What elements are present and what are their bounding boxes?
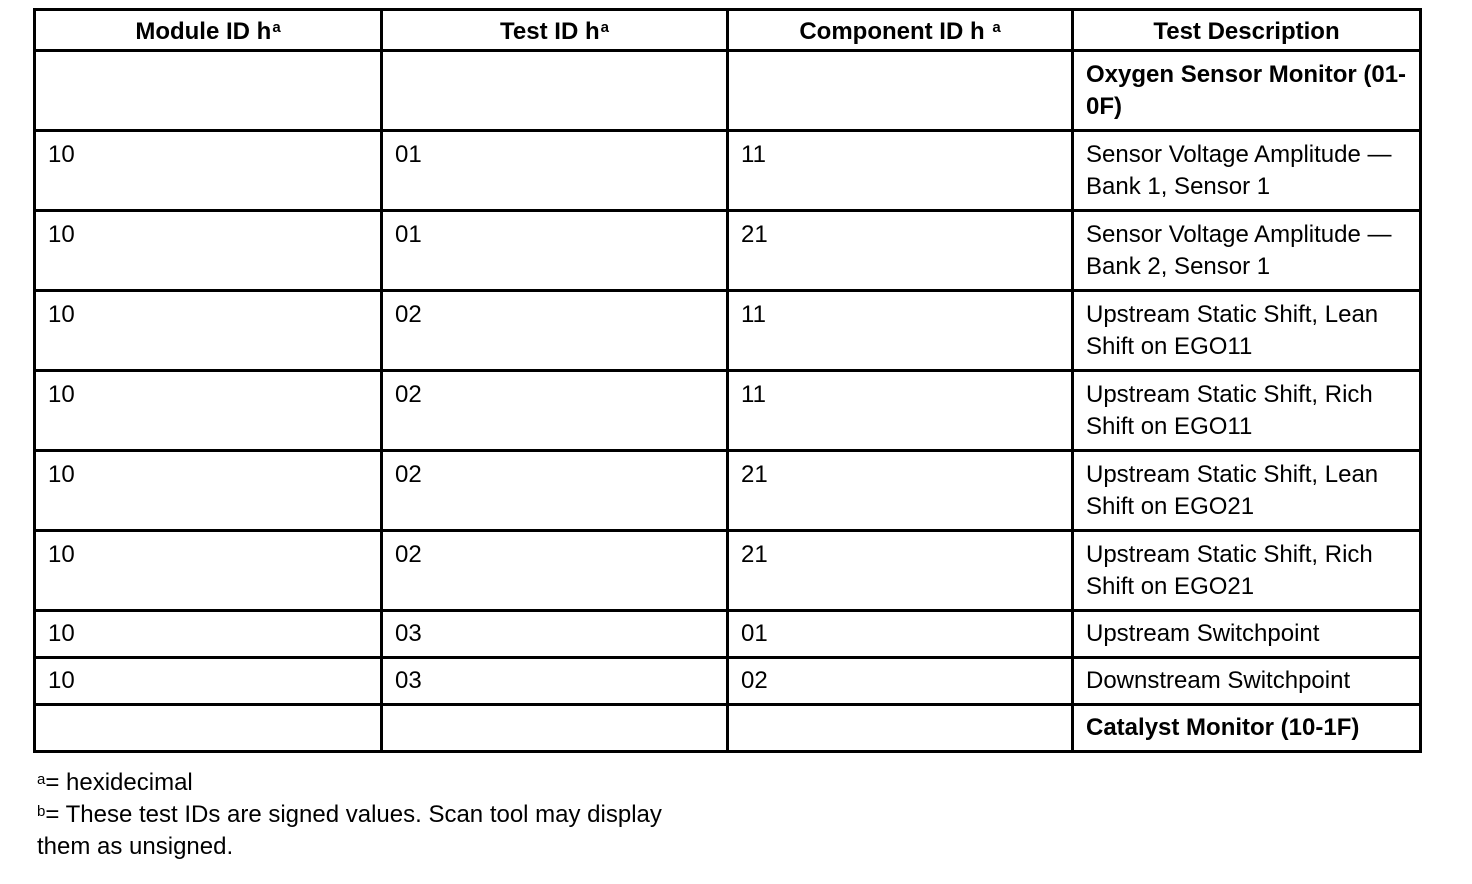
cell-module-id xyxy=(35,705,382,752)
cell-test-id: 02 xyxy=(382,531,728,611)
table-row-section-oxygen xyxy=(35,51,1421,131)
cell-component-id: 11 xyxy=(728,291,1073,371)
cell-test-id: 03 xyxy=(382,611,728,658)
header-component-id-label: Component ID h xyxy=(799,18,992,45)
cell-component-id: 02 xyxy=(728,658,1073,705)
header-module-id xyxy=(35,10,382,51)
cell-test-id: 02 xyxy=(382,451,728,531)
header-component-id xyxy=(728,10,1073,51)
table-row xyxy=(35,211,1421,291)
cell-test-id: 03 xyxy=(382,658,728,705)
header-module-id-footnote-mark: a xyxy=(272,19,281,36)
header-module-id-label: Module ID h xyxy=(135,18,272,45)
table-row xyxy=(35,658,1421,705)
footnotes xyxy=(37,767,717,863)
footnote-b xyxy=(37,799,717,863)
cell-test-description: Downstream Switchpoint xyxy=(1073,658,1421,705)
footnote-b-mark: b xyxy=(37,803,46,820)
cell-test-description: Upstream Switchpoint xyxy=(1073,611,1421,658)
section-heading-oxygen-sensor-monitor: Oxygen Sensor Monitor (01-0F) xyxy=(1073,51,1421,131)
cell-component-id: 11 xyxy=(728,131,1073,211)
table-row xyxy=(35,131,1421,211)
cell-module-id: 10 xyxy=(35,658,382,705)
cell-test-description: Upstream Static Shift, Rich Shift on EGO11 xyxy=(1073,371,1421,451)
table-row xyxy=(35,531,1421,611)
footnote-b-text: = These test IDs are signed values. Scan tool may display them as unsigned. xyxy=(37,801,662,860)
cell-test-description: Upstream Static Shift, Lean Shift on EGO21 xyxy=(1073,451,1421,531)
header-test-description-label: Test Description xyxy=(1153,18,1340,45)
cell-module-id xyxy=(35,51,382,131)
section-heading-catalyst-monitor: Catalyst Monitor (10-1F) xyxy=(1073,705,1421,752)
table-row xyxy=(35,611,1421,658)
table-row xyxy=(35,371,1421,451)
cell-test-id: 01 xyxy=(382,211,728,291)
header-test-id-footnote-mark: a xyxy=(600,19,609,36)
cell-component-id: 21 xyxy=(728,451,1073,531)
cell-module-id: 10 xyxy=(35,291,382,371)
header-component-id-footnote-mark: a xyxy=(992,19,1001,36)
footnote-a xyxy=(37,767,717,799)
cell-test-id: 01 xyxy=(382,131,728,211)
cell-test-description: Sensor Voltage Amplitude — Bank 2, Sensor 1 xyxy=(1073,211,1421,291)
cell-module-id: 10 xyxy=(35,531,382,611)
cell-test-id: 02 xyxy=(382,371,728,451)
cell-test-id xyxy=(382,51,728,131)
table-row xyxy=(35,451,1421,531)
cell-module-id: 10 xyxy=(35,371,382,451)
table-row-section-catalyst xyxy=(35,705,1421,752)
cell-test-id: 02 xyxy=(382,291,728,371)
cell-test-description: Upstream Static Shift, Rich Shift on EGO21 xyxy=(1073,531,1421,611)
header-test-description xyxy=(1073,10,1421,51)
cell-component-id: 21 xyxy=(728,531,1073,611)
cell-module-id: 10 xyxy=(35,131,382,211)
cell-test-description: Upstream Static Shift, Lean Shift on EGO11 xyxy=(1073,291,1421,371)
table-row xyxy=(35,291,1421,371)
cell-module-id: 10 xyxy=(35,211,382,291)
cell-component-id: 01 xyxy=(728,611,1073,658)
cell-module-id: 10 xyxy=(35,611,382,658)
cell-component-id: 11 xyxy=(728,371,1073,451)
cell-component-id: 21 xyxy=(728,211,1073,291)
cell-module-id: 10 xyxy=(35,451,382,531)
cell-test-description: Sensor Voltage Amplitude — Bank 1, Sensor 1 xyxy=(1073,131,1421,211)
footnote-a-mark: a xyxy=(37,771,46,788)
cell-component-id xyxy=(728,51,1073,131)
table-header-row xyxy=(35,10,1421,51)
test-id-table xyxy=(33,8,1422,753)
header-test-id-label: Test ID h xyxy=(500,18,600,45)
cell-test-id xyxy=(382,705,728,752)
footnote-a-text: = hexidecimal xyxy=(45,769,193,796)
cell-component-id xyxy=(728,705,1073,752)
header-test-id xyxy=(382,10,728,51)
